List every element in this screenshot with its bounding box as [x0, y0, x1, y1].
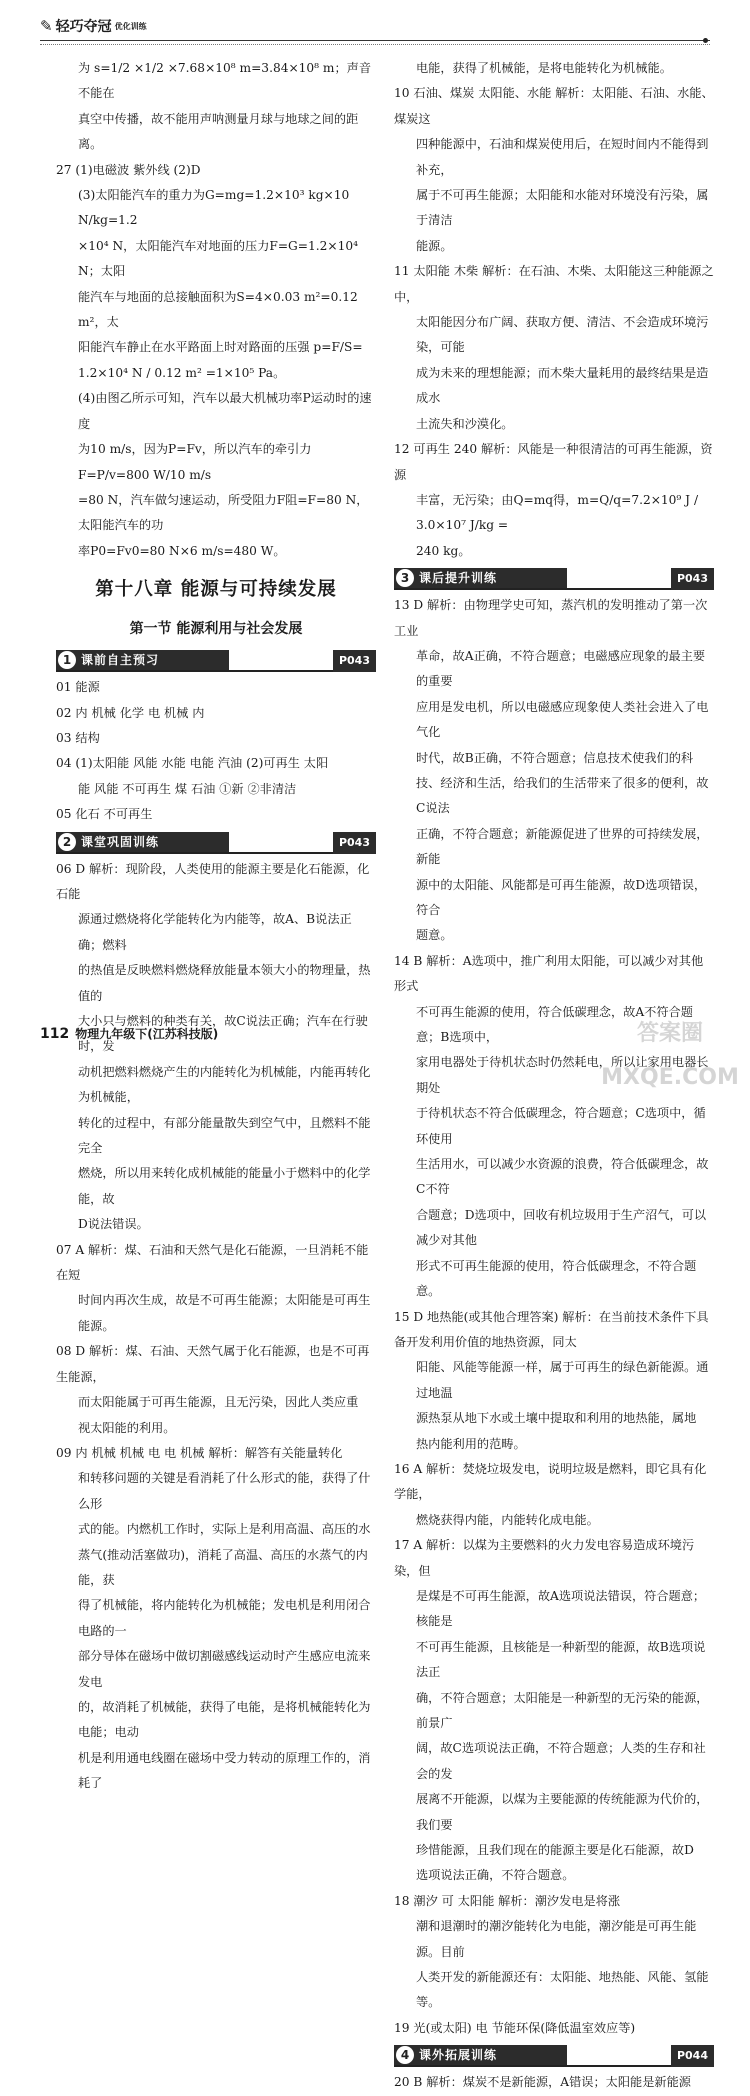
answer-line: 丰富，无污染；由Q=mq得，m=Q/q=7.2×10⁹ J / 3.0×10⁷ J/kg =: [416, 492, 699, 533]
answer-line: 家用电器处于待机状态时仍然耗电，所以让家用电器长期处: [416, 1055, 709, 1095]
answer-line: 能 风能 不可再生 煤 石油 ①新 ②非清洁: [78, 781, 297, 796]
answer-line: 10 石油、煤炭 太阳能、水能 解析：太阳能、石油、水能、煤炭这: [394, 86, 714, 126]
answer-line: 15 D 地热能(或其他合理答案) 解析：在当前技术条件下具备开发利用价值的地热资源，同太: [394, 1309, 709, 1349]
answer-line: =80 N，汽车做匀速运动，所受阻力F阻=F=80 N，太阳能汽车的功: [78, 492, 369, 533]
answer-line: 电能，获得了机械能，是将电能转化为机械能。: [416, 61, 672, 75]
answer-line: 太阳能因分布广阔、获取方便、清洁、不会造成环境污染，可能: [416, 315, 709, 355]
answer-line: 热内能利用的范畴。: [416, 1436, 526, 1451]
answer-line: 潮和退潮时的潮汐能转化为电能，潮汐能是可再生能源。目前: [416, 1919, 697, 1959]
band-label: 课堂巩固训练: [81, 834, 160, 849]
answer-line: 09 内 机械 机械 电 电 机械 解析：解答有关能量转化: [56, 1445, 343, 1460]
answer-line: 转化的过程中，有部分能量散失到空气中，且燃料不能完全: [78, 1115, 371, 1156]
answer-line: 时代，故B正确，不符合题意；信息技术使我们的科: [416, 750, 694, 765]
header-rule: [40, 40, 710, 41]
answer-line: 燃烧获得内能，内能转化成电能。: [416, 1512, 599, 1527]
brand-logo: [40, 14, 147, 39]
answer-line: 视太阳能的利用。: [78, 1420, 176, 1435]
band-number: 1: [58, 651, 76, 669]
answer-line: 形式不可再生能源的使用，符合低碳理念，不符合题意。: [416, 1258, 697, 1299]
answer-line: 能源。: [78, 1318, 115, 1333]
header-dotted-rule: [40, 44, 710, 45]
band-page-ref: P044: [671, 2045, 714, 2067]
answer-line: 选项说法正确，不符合题意。: [416, 1868, 575, 1883]
answer-line: 不可再生能源的使用，符合低碳理念，故A不符合题意；B选项中，: [416, 1004, 693, 1045]
answer-line: 能源。: [416, 238, 453, 253]
answer-line: 的热值是反映燃料燃烧释放能量本领大小的物理量，热值的: [78, 963, 371, 1003]
answer-line: 时间内再次生成，故是不可再生能源；太阳能是可再生: [78, 1293, 371, 1308]
page-number: 112: [40, 1026, 70, 1042]
answer-line: 27 (1)电磁波 紫外线 (2)D: [56, 162, 201, 177]
section-band-class: [56, 832, 376, 854]
band-label: 课后提升训练: [419, 571, 498, 586]
answer-line: (3)太阳能汽车的重力为G=mg=1.2×10³ kg×10 N/kg=1.2: [78, 188, 350, 228]
answer-line: 动机把燃料燃烧产生的内能转化为机械能，内能再转化为机械能，: [78, 1064, 371, 1105]
band-number: 4: [396, 2046, 414, 2064]
page-footer: [40, 1022, 218, 1046]
answer-line: 1.2×10⁴ N / 0.12 m² =1×10⁵ Pa。: [78, 365, 286, 380]
book-logo-icon: ✎: [40, 17, 53, 35]
band-label: 课外拓展训练: [419, 2048, 498, 2063]
answer-line: 部分导体在磁场中做切割磁感线运动时产生感应电流来发电: [78, 1649, 371, 1689]
section-band-preview: [56, 650, 376, 672]
brand-subtitle: 优化训练: [114, 22, 147, 31]
answer-line: 阔，故C选项说法正确，不符合题意；人类的生存和社会的发: [416, 1741, 706, 1781]
answer-line: 12 可再生 240 解析：风能是一种很清洁的可再生能源，资源: [394, 442, 713, 482]
answer-line: 机是利用通电线圈在磁场中受力转动的原理工作的，消耗了: [78, 1750, 371, 1791]
left-column: [56, 56, 376, 1797]
answer-line: 应用是发电机，所以电磁感应现象使人类社会进入了电气化: [416, 699, 709, 740]
answer-line: 蒸气(推动活塞做功)，消耗了高温、高压的水蒸气的内能，获: [78, 1547, 368, 1587]
book-title: 物理九年级下(江苏科技版): [75, 1027, 219, 1041]
answer-line: 生活用水，可以减少水资源的浪费，符合低碳理念，故C不符: [416, 1157, 709, 1197]
answer-line: 而太阳能属于可再生能源，且无污染，因此人类应重: [78, 1395, 359, 1410]
answer-line: 20 B 解析：煤炭不是新能源，A错误；太阳能是新能源: [394, 2075, 691, 2090]
brand-name: 轻巧夺冠: [55, 19, 112, 35]
answer-line: 展离不开能源，以煤为主要能源的传统能源为代价的，我们要: [416, 1792, 709, 1832]
answer-line: 率P0=Fv0=80 N×6 m/s=480 W。: [78, 543, 286, 558]
answer-line: 和转移问题的关键是看消耗了什么形式的能，获得了什么形: [78, 1471, 371, 1511]
answer-line: 14 B 解析：A选项中，推广利用太阳能，可以减少对其他形式: [394, 953, 704, 994]
answer-line: 燃烧，所以用来转化成机械能的能量小于燃料中的化学能，故: [78, 1166, 371, 1206]
answer-line: 源热泵从地下水或土壤中提取和利用的地热能，属地: [416, 1411, 697, 1426]
answer-line: (4)由图乙所示可知，汽车以最大机械功率P运动时的速度: [78, 391, 372, 431]
answer-line: 源中的太阳能、风能都是可再生能源，故D选项错误，符合: [416, 877, 707, 917]
section-band-extension: [394, 2045, 714, 2067]
page-header: [40, 14, 710, 48]
answer-line: 为10 m/s，因为P=Fv，所以汽车的牵引力F=P/v=800 W/10 m/s: [78, 442, 312, 482]
answer-line: 真空中传播，故不能用声呐测量月球与地球之间的距离。: [78, 111, 359, 152]
band-page-ref: P043: [333, 650, 376, 672]
band-number: 2: [58, 833, 76, 851]
band-label: 课前自主预习: [81, 653, 160, 668]
answer-line: 属于不可再生能源；太阳能和水能对环境没有污染，属于清洁: [416, 188, 709, 228]
answer-line: 16 A 解析：焚烧垃圾发电，说明垃圾是燃料，即它具有化学能，: [394, 1461, 707, 1502]
answer-line: 大小只与燃料的种类有关，故C说法正确；汽车在行驶时，发: [78, 1014, 368, 1054]
band-number: 3: [396, 569, 414, 587]
answer-line: 合题意；D选项中，回收有机垃圾用于生产沼气，可以减少对其他: [416, 1207, 707, 1248]
answer-line: 式的能。内燃机工作时，实际上是利用高温、高压的水: [78, 1522, 371, 1537]
section-title: 第一节 能源利用与社会发展: [129, 621, 303, 638]
chapter-title: 第十八章 能源与可持续发展: [95, 579, 337, 601]
answer-line: 为 s=1/2 ×1/2 ×7.68×10⁸ m=3.84×10⁸ m；声音不能在: [78, 61, 372, 101]
answer-line: 是煤是不可再生能源，故A选项说法错误，符合题意；核能是: [416, 1588, 706, 1629]
answer-line: 02 内 机械 化学 电 机械 内: [56, 705, 205, 720]
answer-line: 珍惜能源，且我们现在的能源主要是化石能源，故D: [416, 1843, 694, 1858]
answer-line: 土流失和沙漠化。: [416, 416, 514, 431]
answer-line: 240 kg。: [416, 543, 471, 558]
answer-line: D说法错误。: [78, 1217, 149, 1232]
answer-line: 03 结构: [56, 730, 100, 745]
answer-line: 阳能汽车静止在水平路面上时对路面的压强 p=F/S=: [78, 340, 363, 355]
section-band-after-class: [394, 568, 714, 590]
answer-line: 得了机械能，将内能转化为机械能；发电机是利用闭合电路的一: [78, 1598, 371, 1638]
answer-line: 源通过燃烧将化学能转化为内能等，故A、B说法正确；燃料: [78, 912, 352, 952]
answer-line: 不可再生能源，且核能是一种新型的能源，故B选项说法正: [416, 1639, 706, 1680]
answer-line: 18 潮汐 可 太阳能 解析：潮汐发电是将涨: [394, 1893, 621, 1908]
answer-line: 阳能、风能等能源一样，属于可再生的绿色新能源。通过地温: [416, 1360, 709, 1400]
band-page-ref: P043: [333, 832, 376, 854]
answer-line: 13 D 解析：由物理学史可知，蒸汽机的发明推动了第一次工业: [394, 598, 708, 638]
answer-line: 四种能源中，石油和煤炭使用后，在短时间内不能得到补充，: [416, 137, 709, 177]
watermark: 答案圈 MXQE.COM: [601, 1021, 739, 1090]
answer-line: ×10⁴ N，太阳能汽车对地面的压力F=G=1.2×10⁴ N；太阳: [78, 238, 358, 279]
answer-line: 革命，故A正确，不符合题意；电磁感应现象的最主要的重要: [416, 648, 706, 689]
answer-line: 人类开发的新能源还有：太阳能、地热能、风能、氢能等。: [416, 1970, 709, 2010]
answer-line: 19 光(或太阳) 电 节能环保(降低温室效应等): [394, 2020, 636, 2035]
answer-line: 04 (1)太阳能 风能 水能 电能 汽油 (2)可再生 太阳: [56, 756, 329, 771]
answer-line: 11 太阳能 木柴 解析：在石油、木柴、太阳能这三种能源之中，: [394, 264, 714, 304]
answer-line: 05 化石 不可再生: [56, 807, 153, 822]
band-page-ref: P043: [671, 568, 714, 590]
answer-line: 07 A 解析：煤、石油和天然气是化石能源，一旦消耗不能在短: [56, 1242, 369, 1283]
answer-line: 06 D 解析：现阶段，人类使用的能源主要是化石能源，化石能: [56, 861, 370, 901]
answer-line: 确，不符合题意；太阳能是一种新型的无污染的能源，前景广: [416, 1690, 709, 1730]
answer-line: 的，故消耗了机械能，获得了电能，是将机械能转化为电能；电动: [78, 1699, 371, 1740]
answer-line: 题意。: [416, 928, 453, 943]
answer-line: 01 能源: [56, 680, 100, 695]
header-dot: [703, 38, 708, 43]
answer-line: 技、经济和生活，给我们的生活带来了很多的便利，故C说法: [416, 775, 709, 816]
answer-line: 于待机状态不符合低碳理念，符合题意；C选项中，循环使用: [416, 1106, 706, 1146]
answer-line: 17 A 解析：以煤为主要燃料的火力发电容易造成环境污染，但: [394, 1538, 695, 1578]
answer-line: 正确，不符合题意；新能源促进了世界的可持续发展，新能: [416, 826, 709, 867]
answer-line: 08 D 解析：煤、石油、天然气属于化石能源，也是不可再生能源，: [56, 1344, 370, 1384]
answer-line: 成为未来的理想能源；而木柴大量耗用的最终结果是造成水: [416, 365, 709, 406]
answer-line: 能汽车与地面的总接触面积为S=4×0.03 m²=0.12 m²，太: [78, 289, 358, 330]
